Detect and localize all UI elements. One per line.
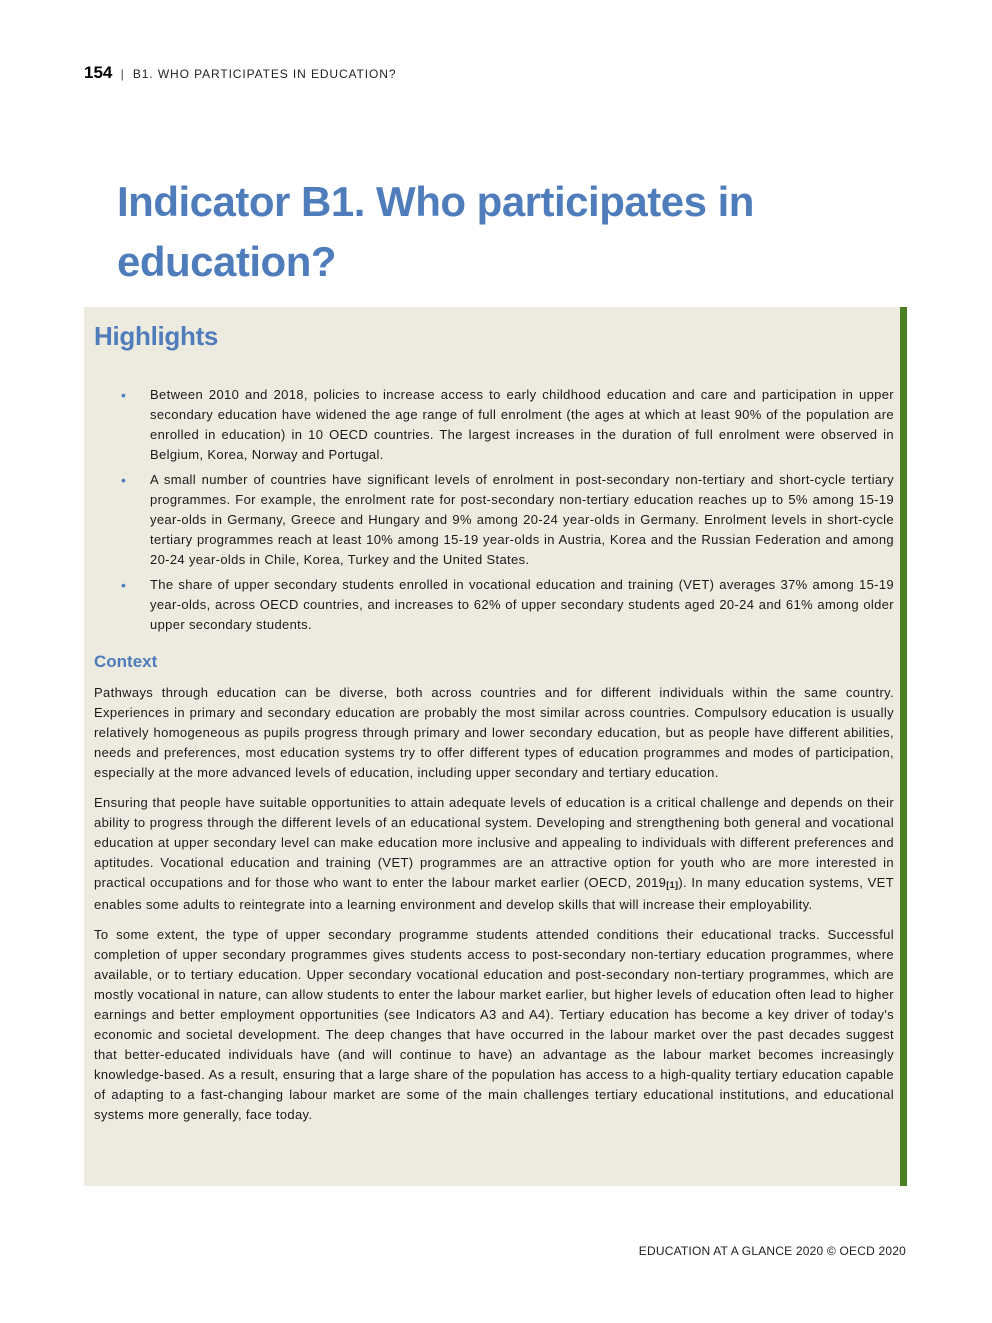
header-separator: | bbox=[120, 67, 125, 81]
highlight-item bbox=[94, 385, 894, 465]
section-title: B1. WHO PARTICIPATES IN EDUCATION? bbox=[132, 67, 397, 81]
highlight-item bbox=[94, 575, 894, 635]
page-footer: EDUCATION AT A GLANCE 2020 © OECD 2020 bbox=[638, 1244, 906, 1258]
highlight-item bbox=[94, 470, 894, 570]
context-heading: Context bbox=[94, 652, 158, 671]
citation-link[interactable]: [1] bbox=[666, 880, 679, 890]
bullet-icon: • bbox=[121, 387, 127, 403]
bullet-icon: • bbox=[121, 577, 127, 593]
context-body bbox=[94, 683, 894, 1135]
page-number: 154 bbox=[84, 63, 113, 82]
highlights-box bbox=[84, 307, 907, 1186]
highlight-text: Between 2010 and 2018, policies to increase access to early childhood education and care and participation in upper secondary education have widened the age range of full enrolment (the ages at which at least 90% of the population are enrolled in education) in 10 OECD countries. The largest increases in the duration of full enrolment were observed in Belgium, Korea, Norway and Portugal. bbox=[150, 387, 894, 462]
highlight-text: The share of upper secondary students enrolled in vocational education and training (VET) averages 37% among 15-19 year-olds, across OECD countries, and increases to 62% of upper secondary students aged 20-24 and 61% among older upper secondary students. bbox=[150, 577, 894, 632]
indicator-title: Indicator B1. Who participates in education? bbox=[117, 178, 754, 285]
context-paragraph: To some extent, the type of upper secondary programme students attended conditions their educational tracks. Successful completion of upper secondary programmes gives students access to post-secondary non-tertiary education programmes, where available, or to tertiary education. Upper secondary vocational education and post-secondary non-tertiary programmes, which are mostly vocational in nature, can allow students to enter the labour market earlier, but higher levels of education often lead to higher earnings and better employment opportunities (see Indicators A3 and A4). Tertiary education has become a key driver of today's economic and societal development. The deep changes that have occurred in the labour market over the past decades suggest that better-educated individuals have (and will continue to have) an advantage as the labour market becomes increasingly knowledge-based. As a result, ensuring that a large share of the population has access to a high-quality tertiary education capable of adapting to a fast-changing labour market are some of the main challenges tertiary educational institutions, and educational systems more generally, face today. bbox=[94, 927, 894, 1122]
highlight-text: A small number of countries have significant levels of enrolment in post-secondary non-tertiary and short-cycle tertiary programmes. For example, the enrolment rate for post-secondary non-tertiary education reaches up to 5% among 15-19 year-olds in Germany, Greece and Hungary and 9% among 20-24 year-olds in Germany. Enrolment levels in short-cycle tertiary programmes reach at least 10% among 15-19 year-olds in Austria, Korea and the Russian Federation and among 20-24 year-olds in Chile, Korea, Turkey and the United States. bbox=[150, 472, 894, 567]
paragraph-text: ). In many education systems, VET enables some adults to reintegrate into a learning environment and develop skills that will increase their employability. bbox=[94, 875, 894, 912]
running-header bbox=[84, 63, 396, 83]
paragraph-text: Ensuring that people have suitable opportunities to attain adequate levels of education is a critical challenge and depends on their ability to progress through the different levels of an educational system. Developing and strengthening both general and vocational education at upper secondary level can make education more inclusive and appealing to individuals with different preferences and aptitudes. Vocational education and training (VET) programmes are an attractive option for youth who are more interested in practical occupations and for those who want to enter the labour market earlier (OECD, 2019 bbox=[94, 795, 894, 890]
highlights-list bbox=[94, 385, 894, 640]
context-paragraph bbox=[94, 793, 894, 915]
bullet-icon: • bbox=[121, 472, 127, 488]
context-paragraph: Pathways through education can be diverse, both across countries and for different individuals within the same country. Experiences in primary and secondary education are probably the most similar across countries. Compulsory education is usually relatively homogeneous as pupils progress through primary and lower secondary education, but as people have different abilities, needs and preferences, most education systems try to offer different types of education programmes and modes of participation, especially at the more advanced levels of education, including upper secondary and tertiary education. bbox=[94, 685, 894, 780]
highlights-heading: Highlights bbox=[94, 321, 219, 351]
